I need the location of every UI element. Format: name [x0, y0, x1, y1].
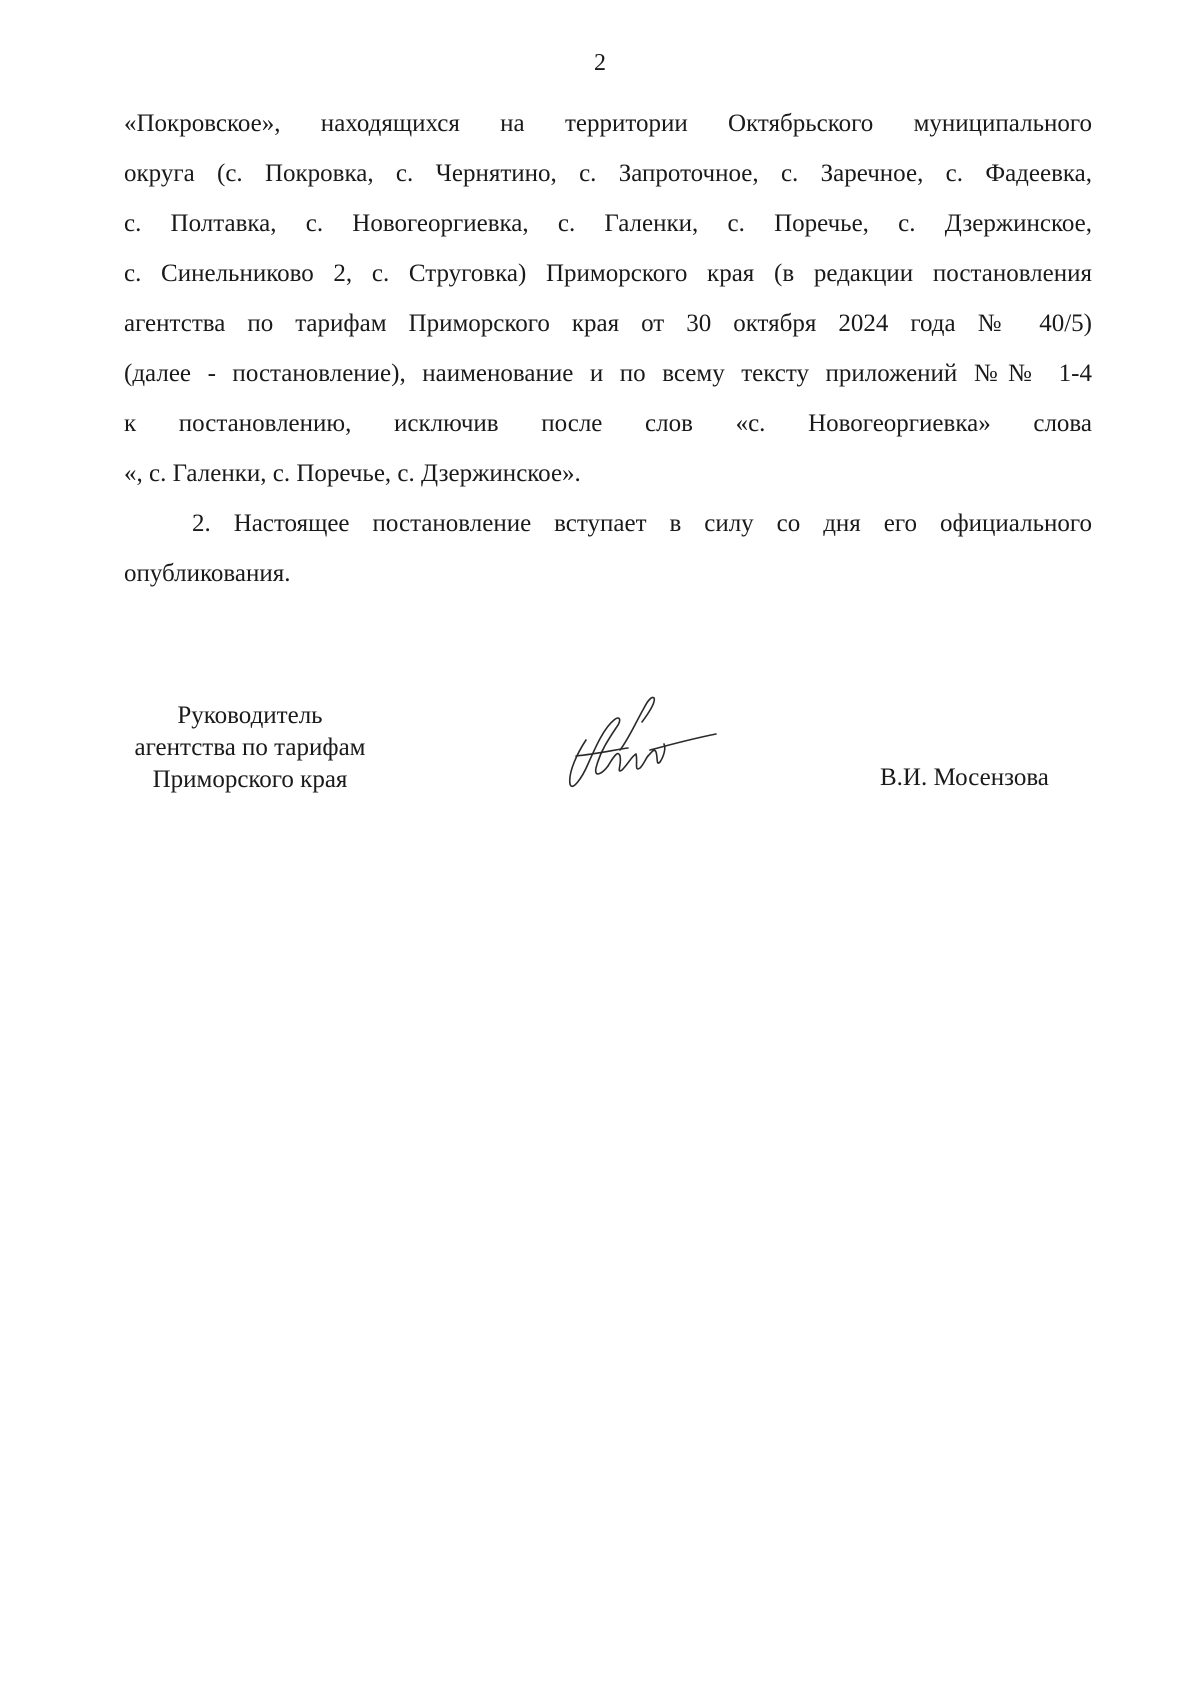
signatory-title-line: агентства по тарифам: [134, 734, 366, 761]
paragraph-amendment: [124, 99, 1092, 499]
document-body: [124, 99, 1092, 599]
text-line: с. Синельниково 2, с. Струговка) Приморского края (в редакции постановления: [124, 260, 1092, 287]
text-line: (далее - постановление), наименование и по всему тексту приложений №№ 1-4: [124, 360, 1092, 387]
signatory-name: В.И. Мосензова: [880, 764, 1049, 791]
page-number: 2: [594, 50, 606, 76]
signatory-title: [110, 700, 390, 796]
text-line: «Покровское», находящихся на территории Октябрьского муниципального: [124, 110, 1092, 137]
handwritten-signature: [556, 690, 726, 800]
paragraph-effective-date: [124, 499, 1092, 599]
text-line: агентства по тарифам Приморского края от 30 октября 2024 года № 40/5): [124, 310, 1092, 337]
text-line: «, с. Галенки, с. Поречье, с. Дзержинское».: [124, 460, 581, 487]
text-line: 2. Настоящее постановление вступает в силу со дня его официального: [192, 510, 1092, 537]
signatory-title-line: Приморского края: [152, 766, 348, 793]
text-line: с. Полтавка, с. Новогеоргиевка, с. Галенки, с. Поречье, с. Дзержинское,: [124, 210, 1092, 237]
text-line: округа (с. Покровка, с. Чернятино, с. Запроточное, с. Заречное, с. Фадеевка,: [124, 160, 1092, 187]
text-line: опубликования.: [124, 560, 291, 587]
signatory-title-line: Руководитель: [177, 702, 323, 729]
text-line: к постановлению, исключив после слов «с. Новогеоргиевка» слова: [124, 410, 1092, 437]
